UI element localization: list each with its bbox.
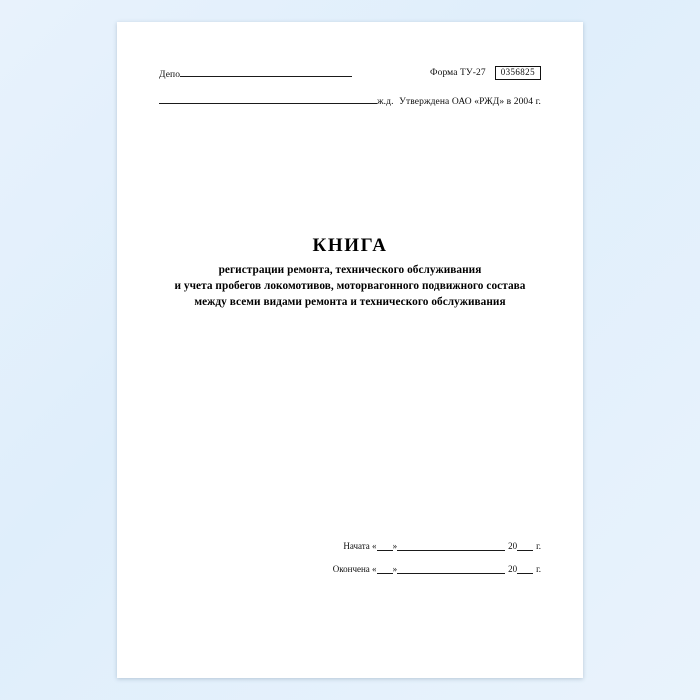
subtitle-line-1: регистрации ремонта, технического обслуживания: [218, 263, 482, 276]
finished-label: Окончена «: [332, 564, 377, 574]
started-month-blank: [397, 542, 505, 551]
started-label: Начата «: [343, 541, 377, 551]
railway-field: [159, 94, 394, 107]
started-year-blank: [517, 542, 533, 551]
started-year-suffix: г.: [536, 541, 541, 551]
document-title-block: [159, 235, 541, 310]
subtitle-line-2: и учета пробегов локомотивов, моторвагонного подвижного состава: [174, 279, 526, 292]
approval-note: Утверждена ОАО «РЖД» в 2004 г.: [399, 96, 541, 107]
finished-year-suffix: г.: [536, 564, 541, 574]
depot-field: [159, 67, 352, 80]
finished-date-field: [159, 564, 541, 574]
page-title: КНИГА: [312, 234, 388, 256]
finished-day-blank: [377, 565, 393, 574]
header-row-railway: [159, 94, 541, 107]
form-label: Форма ТУ-27: [429, 67, 486, 78]
railway-label: ж.д.: [377, 96, 394, 107]
started-year-prefix: 20: [508, 541, 518, 551]
document-header: [159, 66, 541, 107]
finished-quote-close: »: [392, 564, 398, 574]
form-identifier: [430, 66, 541, 80]
finished-year-prefix: 20: [508, 564, 518, 574]
page-subtitle: [159, 262, 541, 310]
depot-blank-line: [180, 67, 352, 77]
finished-month-blank: [397, 565, 505, 574]
header-row-depot: [159, 66, 541, 80]
document-footer: [159, 541, 541, 574]
depot-label: Депо: [159, 69, 181, 80]
finished-year-blank: [517, 565, 533, 574]
subtitle-line-3: между всеми видами ремонта и технического обслуживания: [194, 295, 506, 308]
started-day-blank: [377, 542, 393, 551]
started-date-field: [159, 541, 541, 551]
started-quote-close: »: [392, 541, 398, 551]
document-page-content: [117, 22, 583, 678]
form-code-box: 0356825: [495, 66, 541, 80]
railway-blank-line: [159, 94, 377, 104]
document-page: [117, 22, 583, 678]
